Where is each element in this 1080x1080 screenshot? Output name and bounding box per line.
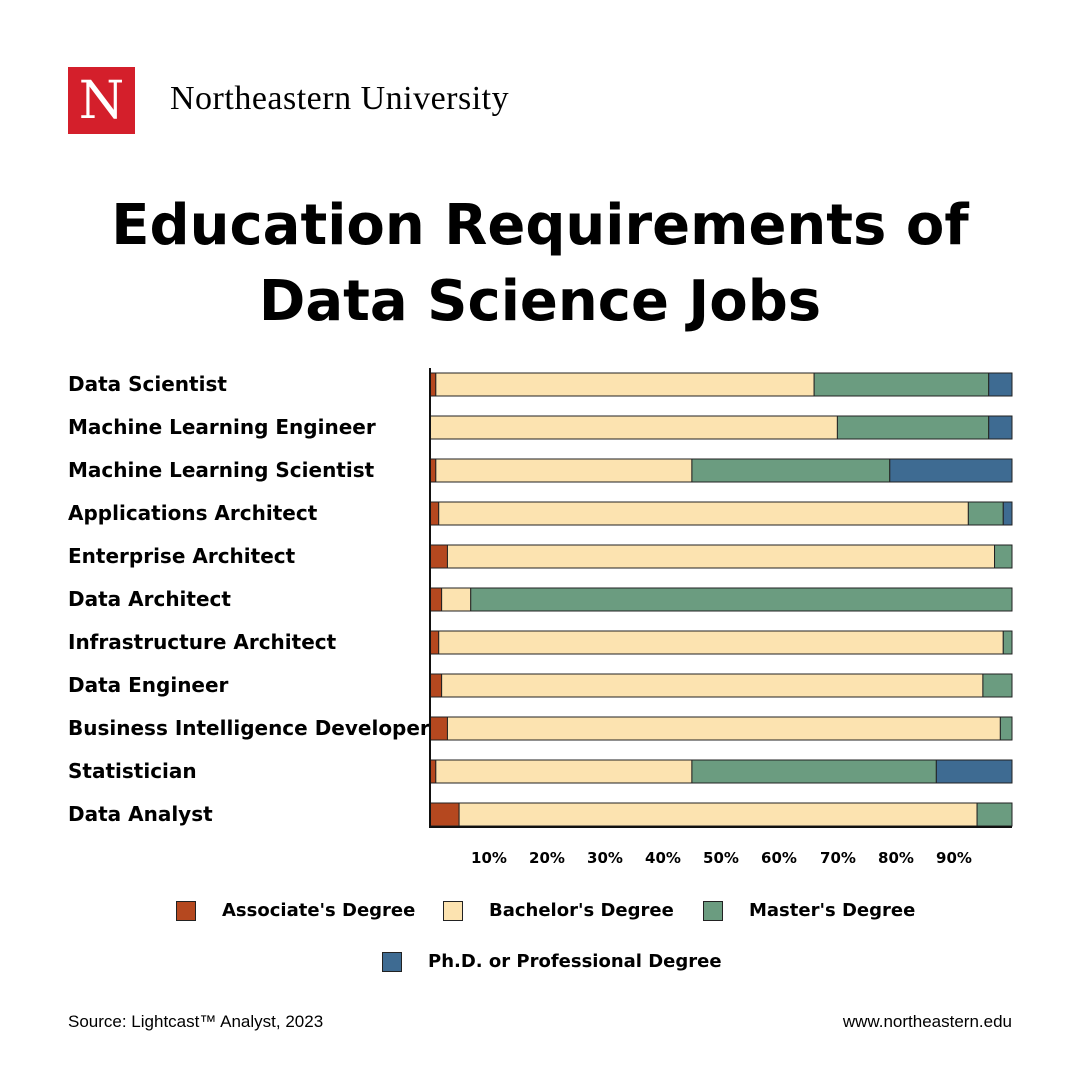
bar-segment-associate (430, 803, 459, 826)
bar-segment-phd (890, 459, 1012, 482)
legend-label: Bachelor's Degree (489, 900, 674, 921)
x-tick-label: 50% (703, 849, 739, 867)
legend-label: Ph.D. or Professional Degree (428, 951, 722, 972)
chart-title-line-1: Education Requirements of (111, 193, 969, 258)
bar-segment-master (983, 674, 1012, 697)
bar-segment-bachelor (439, 631, 1004, 654)
row-label: Data Analyst (68, 802, 213, 826)
bar-segment-associate (430, 502, 439, 525)
row-label: Business Intelligence Developer (68, 716, 430, 740)
bar-segment-master (692, 459, 890, 482)
bar-segment-associate (430, 588, 442, 611)
legend-item-master (703, 900, 915, 921)
row-label: Statistician (68, 759, 197, 783)
bar-segment-master (995, 545, 1012, 568)
bar-segment-master (692, 760, 936, 783)
bar-segment-bachelor (442, 674, 983, 697)
bar-segment-bachelor (436, 373, 814, 396)
legend-item-bachelor (443, 900, 674, 921)
x-tick-label: 20% (529, 849, 565, 867)
x-tick-label: 40% (645, 849, 681, 867)
source-note: Source: Lightcast™ Analyst, 2023 (68, 1012, 324, 1031)
bar-segment-associate (430, 717, 447, 740)
bar-segment-bachelor (439, 502, 969, 525)
x-tick-label: 10% (471, 849, 507, 867)
x-tick-label: 60% (761, 849, 797, 867)
bar-segment-associate (430, 631, 439, 654)
brand-name: Northeastern University (170, 80, 510, 117)
bar-segment-phd (989, 373, 1012, 396)
bar-segment-associate (430, 674, 442, 697)
legend-item-phd (382, 951, 722, 972)
row-label: Infrastructure Architect (68, 630, 337, 654)
bar-segment-master (1003, 631, 1012, 654)
bar-segment-bachelor (436, 760, 692, 783)
bar-segment-master (471, 588, 1012, 611)
bar-segment-master (968, 502, 1003, 525)
legend-swatch-bachelor (443, 901, 463, 921)
x-tick-label: 30% (587, 849, 623, 867)
x-tick-label: 80% (878, 849, 914, 867)
bar-segment-master (814, 373, 989, 396)
legend-swatch-associate (176, 901, 196, 921)
bar-segment-phd (1003, 502, 1012, 525)
row-label: Data Scientist (68, 372, 227, 396)
website-url: www.northeastern.edu (842, 1012, 1012, 1031)
row-label: Enterprise Architect (68, 544, 296, 568)
bar-segment-phd (989, 416, 1012, 439)
legend-label: Master's Degree (749, 900, 916, 921)
logo-letter: N (78, 70, 125, 131)
bar-segment-bachelor (459, 803, 977, 826)
bar-segment-bachelor (447, 717, 1000, 740)
row-label: Applications Architect (68, 501, 318, 525)
legend-swatch-phd (382, 952, 402, 972)
row-label: Data Architect (68, 587, 231, 611)
bar-segment-master (977, 803, 1012, 826)
row-label: Data Engineer (68, 673, 229, 697)
legend-swatch-master (703, 901, 723, 921)
chart-title-line-2: Data Science Jobs (258, 269, 822, 334)
row-label: Machine Learning Scientist (68, 458, 375, 482)
row-label: Machine Learning Engineer (68, 415, 376, 439)
bar-segment-bachelor (442, 588, 471, 611)
bar-segment-bachelor (447, 545, 994, 568)
bar-segment-associate (430, 545, 447, 568)
x-tick-label: 90% (936, 849, 972, 867)
bar-segment-master (837, 416, 988, 439)
legend-item-associate (176, 900, 415, 921)
bar-segment-bachelor (430, 416, 837, 439)
legend-label: Associate's Degree (222, 900, 416, 921)
bar-segment-bachelor (436, 459, 692, 482)
bar-segment-phd (936, 760, 1012, 783)
bar-segment-master (1000, 717, 1012, 740)
x-tick-label: 70% (820, 849, 856, 867)
